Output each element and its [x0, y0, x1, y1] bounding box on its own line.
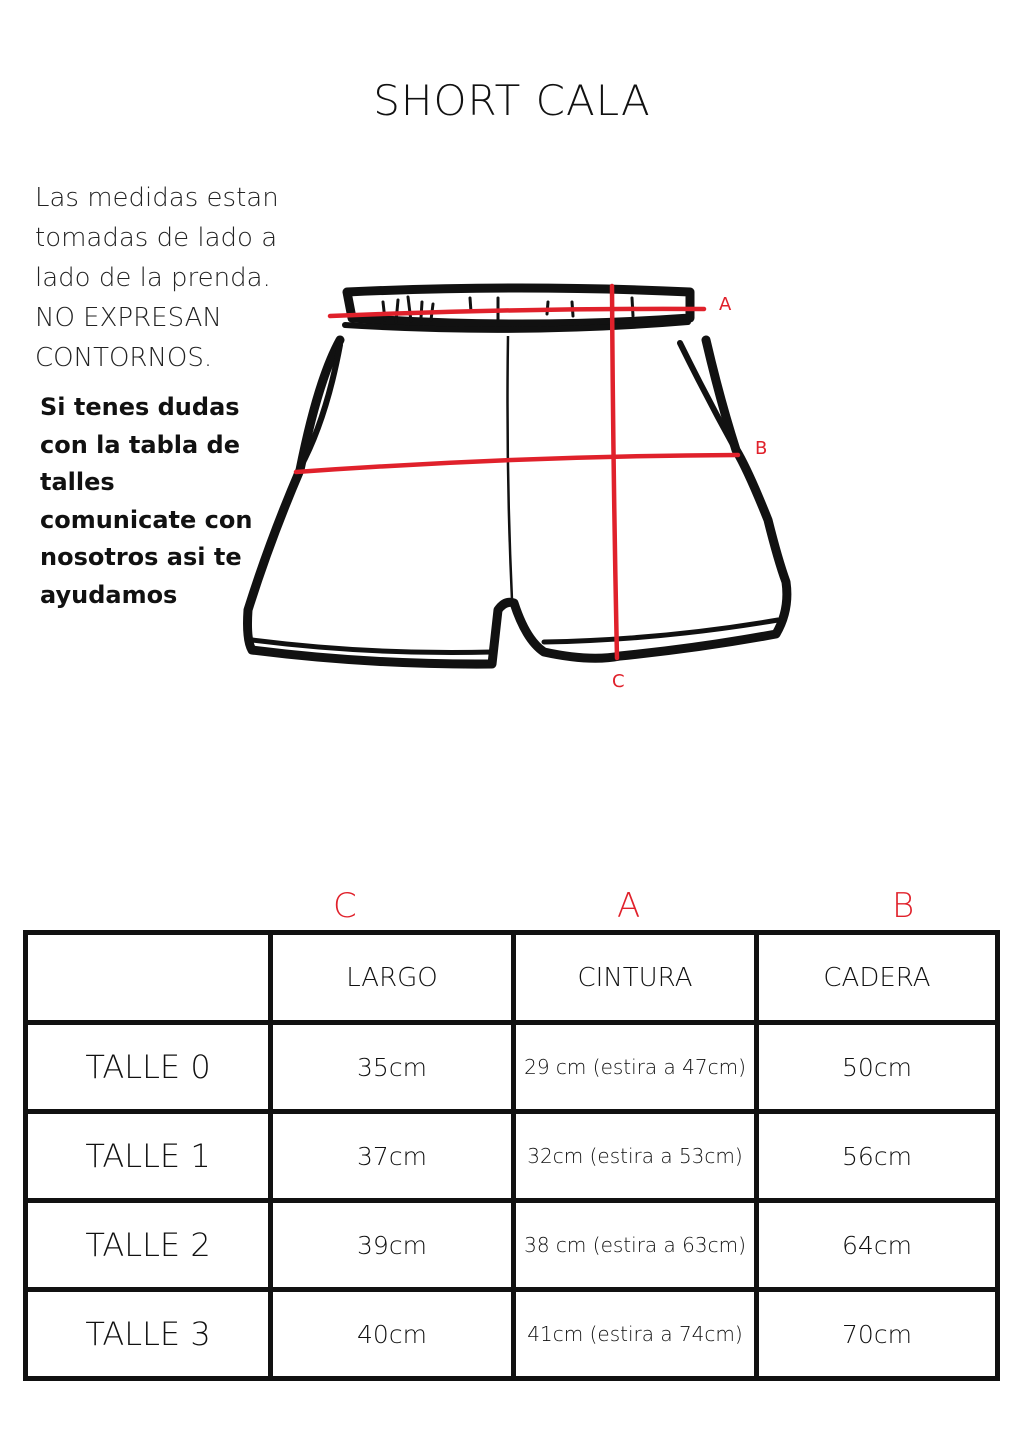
help-line: con la tabla de: [40, 430, 241, 459]
cintura-cell: 29 cm (estira a 47cm): [514, 1023, 757, 1112]
size-table: [23, 930, 1000, 1381]
header-cell-empty: [26, 933, 271, 1023]
cadera-cell: 56cm: [757, 1112, 998, 1201]
hip-line-b: [296, 455, 738, 472]
table-row: [26, 1112, 998, 1201]
table-row: [26, 1290, 998, 1379]
largo-cell: 37cm: [271, 1112, 514, 1201]
table-header-row: [26, 933, 998, 1023]
length-line-c: [612, 286, 617, 658]
talle-cell: TALLE 3: [26, 1290, 271, 1379]
help-line: comunicate con: [40, 505, 253, 534]
column-key-a: A: [617, 886, 641, 926]
note-line: CONTORNOS.: [35, 343, 213, 373]
header-cell-largo: LARGO: [271, 933, 514, 1023]
largo-cell: 35cm: [271, 1023, 514, 1112]
cadera-cell: 70cm: [757, 1290, 998, 1379]
cintura-cell: 41cm (estira a 74cm): [514, 1290, 757, 1379]
talle-cell: TALLE 2: [26, 1201, 271, 1290]
cintura-cell: 32cm (estira a 53cm): [514, 1112, 757, 1201]
cadera-cell: 64cm: [757, 1201, 998, 1290]
shorts-outline: [248, 288, 787, 664]
note-line: Las medidas estan: [35, 183, 279, 213]
marker-c: C: [612, 671, 625, 692]
column-key-c: C: [333, 886, 357, 926]
marker-b: B: [755, 438, 768, 459]
largo-cell: 40cm: [271, 1290, 514, 1379]
talle-cell: TALLE 1: [26, 1112, 271, 1201]
center-seam: [508, 336, 513, 600]
note-line: lado de la prenda.: [35, 263, 271, 293]
largo-cell: 39cm: [271, 1201, 514, 1290]
marker-a: A: [719, 294, 732, 315]
header-cell-cintura: CINTURA: [514, 933, 757, 1023]
note-line: NO EXPRESAN: [35, 303, 222, 333]
note-line: tomadas de lado a: [35, 223, 278, 253]
header-cell-cadera: CADERA: [757, 933, 998, 1023]
page-title: SHORT CALA: [373, 76, 651, 125]
cadera-cell: 50cm: [757, 1023, 998, 1112]
cintura-cell: 38 cm (estira a 63cm): [514, 1201, 757, 1290]
waist-line-a: [330, 309, 704, 316]
talle-cell: TALLE 0: [26, 1023, 271, 1112]
table-row: [26, 1201, 998, 1290]
column-key-b: B: [892, 886, 915, 926]
help-line: ayudamos: [40, 580, 178, 609]
table-row: [26, 1023, 998, 1112]
help-line: Si tenes dudas: [40, 393, 240, 421]
help-line: talles: [40, 468, 115, 496]
help-line: nosotros asi te: [40, 543, 242, 571]
